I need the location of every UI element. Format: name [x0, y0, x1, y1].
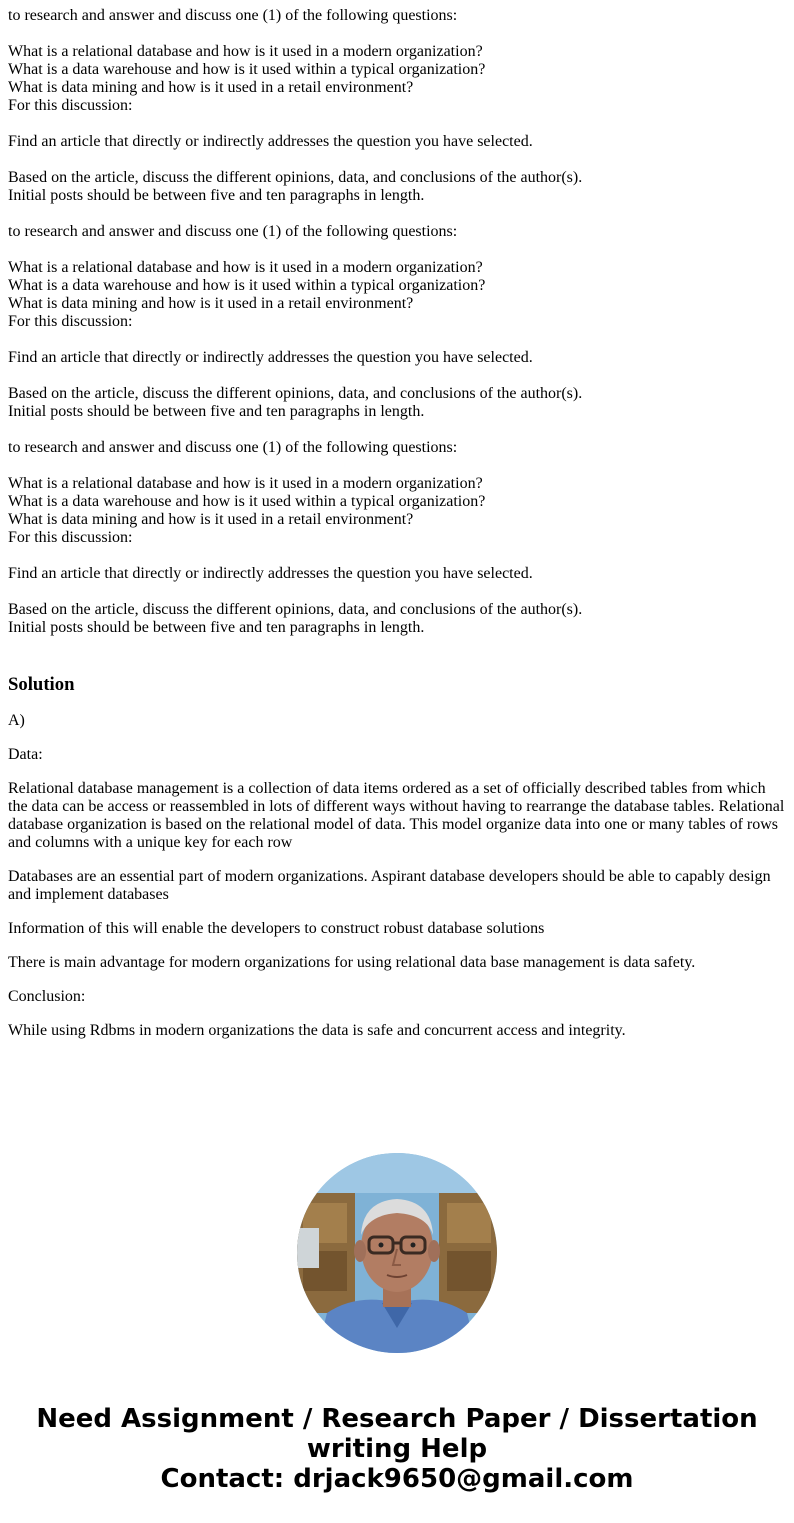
question-item: What is a relational database and how is it used in a modern organization?	[8, 43, 483, 60]
discussion-label: For this discussion:	[8, 529, 133, 546]
document-body	[8, 7, 786, 1056]
question-item: What is a data warehouse and how is it used within a typical organization?	[8, 493, 486, 510]
instruction-based-on: Based on the article, discuss the different opinions, data, and conclusions of the author(s).	[8, 601, 583, 618]
question-block	[8, 439, 786, 637]
question-block	[8, 223, 786, 421]
solution-paragraph: Information of this will enable the developers to construct robust database solutions	[8, 920, 545, 937]
instruction-find-article: Find an article that directly or indirectly addresses the question you have selected.	[8, 349, 533, 366]
solution-paragraph: A)	[8, 712, 25, 729]
instruction-based-on: Based on the article, discuss the different opinions, data, and conclusions of the author(s).	[8, 169, 583, 186]
solution-heading: Solution	[8, 674, 75, 695]
instruction-initial-posts: Initial posts should be between five and ten paragraphs in length.	[8, 187, 425, 204]
question-block	[8, 7, 786, 205]
instruction-find-article: Find an article that directly or indirectly addresses the question you have selected.	[8, 565, 533, 582]
question-item: What is a relational database and how is it used in a modern organization?	[8, 259, 483, 276]
solution-paragraph: Data:	[8, 746, 43, 763]
solution-paragraph: While using Rdbms in modern organizations the data is safe and concurrent access and integrity.	[8, 1022, 626, 1039]
footer-line: writing Help	[306, 1434, 488, 1464]
question-item: What is a data warehouse and how is it used within a typical organization?	[8, 61, 486, 78]
question-item: What is data mining and how is it used in a retail environment?	[8, 511, 414, 528]
instruction-based-on: Based on the article, discuss the different opinions, data, and conclusions of the author(s).	[8, 385, 583, 402]
solution-paragraph: Conclusion:	[8, 988, 86, 1005]
question-intro: to research and answer and discuss one (1) of the following questions:	[8, 223, 458, 240]
question-item: What is a data warehouse and how is it used within a typical organization?	[8, 277, 486, 294]
footer-contact	[0, 1404, 794, 1494]
instruction-find-article: Find an article that directly or indirectly addresses the question you have selected.	[8, 133, 533, 150]
question-item: What is a relational database and how is it used in a modern organization?	[8, 475, 483, 492]
instruction-initial-posts: Initial posts should be between five and ten paragraphs in length.	[8, 403, 425, 420]
footer-contact-email: Contact: drjack9650@gmail.com	[160, 1464, 634, 1494]
question-item: What is data mining and how is it used in a retail environment?	[8, 295, 414, 312]
solution-paragraph: There is main advantage for modern organizations for using relational data base management is data safety.	[8, 954, 696, 971]
question-intro: to research and answer and discuss one (1) of the following questions:	[8, 7, 458, 24]
question-intro: to research and answer and discuss one (1) of the following questions:	[8, 439, 458, 456]
discussion-label: For this discussion:	[8, 313, 133, 330]
solution-paragraph: Relational database management is a collection of data items ordered as a set of officially described tables from which the data can be access or reassembled in lots of different ways without having to rearrange the database tables. Relational database organization is based on the relational model of data. This model organize data into one or many tables of rows and columns with a unique key for each row	[8, 780, 785, 851]
avatar	[297, 1153, 497, 1353]
question-item: What is data mining and how is it used in a retail environment?	[8, 79, 414, 96]
discussion-label: For this discussion:	[8, 97, 133, 114]
portrait-image	[297, 1153, 497, 1353]
instruction-initial-posts: Initial posts should be between five and ten paragraphs in length.	[8, 619, 425, 636]
solution-paragraph: Databases are an essential part of modern organizations. Aspirant database developers should be able to capably design and implement databases	[8, 868, 771, 903]
footer-line: Need Assignment / Research Paper / Dissertation	[36, 1404, 758, 1434]
